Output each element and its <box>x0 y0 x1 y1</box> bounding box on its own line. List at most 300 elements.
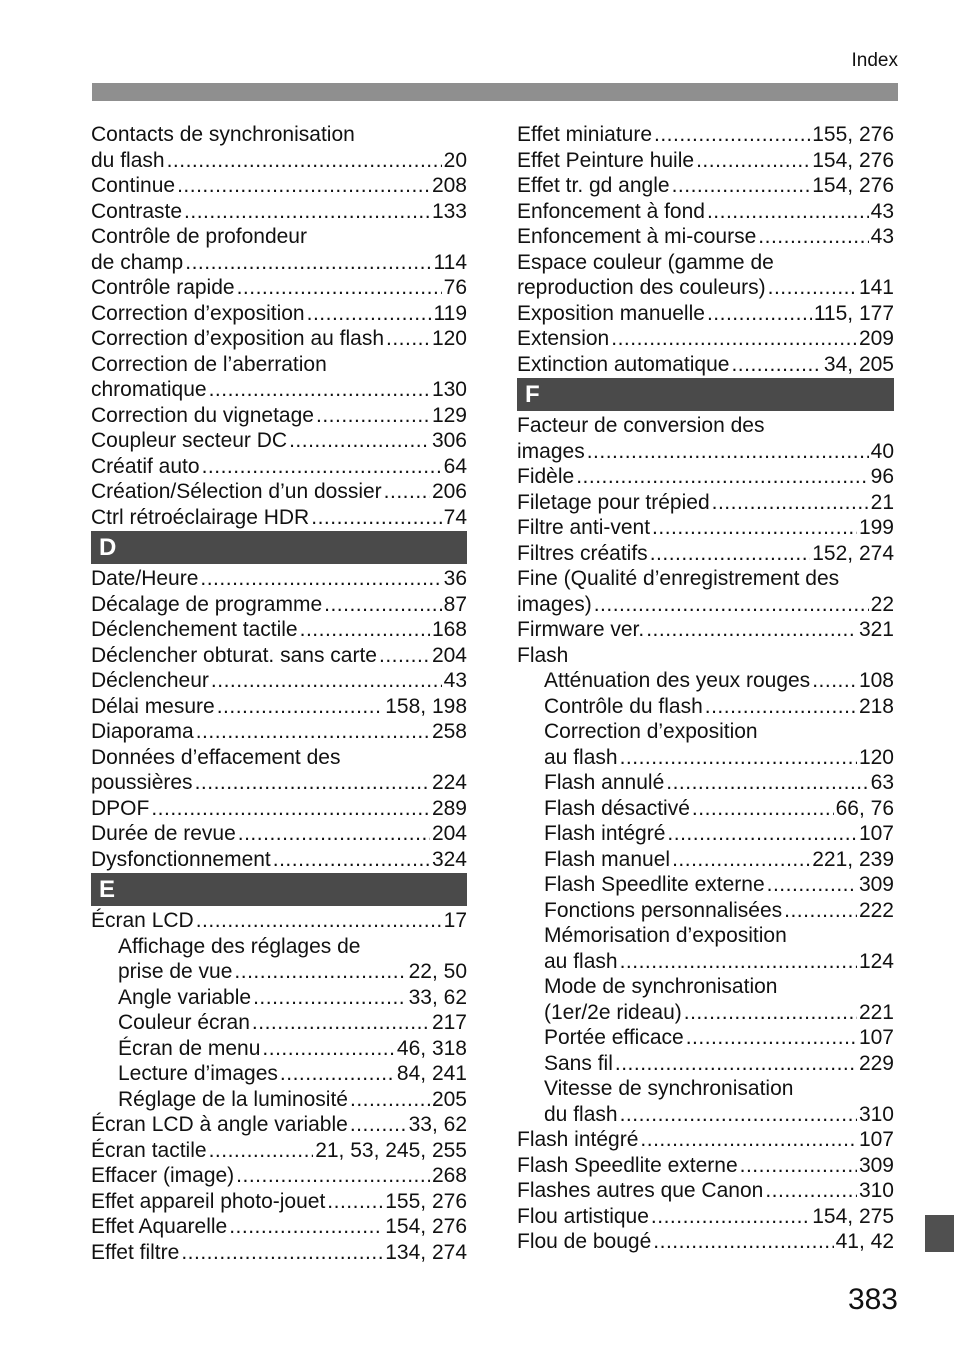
page-reference: 43 <box>443 669 467 692</box>
index-term: Ctrl rétroéclairage HDR <box>91 505 310 529</box>
index-term: Facteur de conversion des <box>517 414 765 437</box>
index-term: Atténuation des yeux rouges <box>544 669 811 692</box>
leader-dots <box>666 770 868 796</box>
index-entry <box>517 1102 894 1128</box>
index-entry <box>517 1127 894 1153</box>
leader-dots <box>620 949 857 975</box>
page-reference: 309 <box>858 1153 894 1177</box>
leader-dots <box>758 224 868 250</box>
index-term: Délai mesure <box>91 694 215 718</box>
index-entry <box>517 796 894 822</box>
page-reference: 120 <box>431 327 467 350</box>
page-reference: 154, 275 <box>812 1204 894 1228</box>
leader-dots <box>384 479 430 505</box>
page-reference: 208 <box>431 174 467 197</box>
leader-dots <box>594 592 869 618</box>
index-entry <box>91 148 467 174</box>
index-entry <box>91 301 467 327</box>
page-reference: 41, 42 <box>835 1230 894 1253</box>
leader-dots <box>350 1112 407 1138</box>
index-entry <box>91 908 467 934</box>
page-reference: 22 <box>870 592 894 616</box>
leader-dots <box>262 1036 395 1062</box>
index-term: images <box>517 439 585 463</box>
index-entry <box>91 1189 467 1215</box>
index-entry <box>91 275 467 301</box>
index-term: Effet miniature <box>517 123 653 146</box>
index-term: Affichage des réglages de <box>118 934 361 958</box>
index-term: DPOF <box>91 796 150 820</box>
index-entry <box>91 1240 467 1266</box>
page-reference: 107 <box>858 1026 894 1049</box>
page-reference: 134, 274 <box>385 1240 467 1264</box>
leader-dots <box>177 173 430 199</box>
leader-dots <box>640 1127 857 1153</box>
page-reference: 87 <box>443 592 467 616</box>
leader-dots <box>200 566 441 592</box>
index-entry <box>517 1153 894 1179</box>
leader-dots <box>209 1138 314 1164</box>
leader-dots <box>151 796 430 822</box>
index-entry <box>517 872 894 898</box>
index-entry <box>517 1229 894 1255</box>
leader-dots <box>350 1087 430 1113</box>
index-entry <box>91 770 467 796</box>
leader-dots <box>707 301 812 327</box>
leader-dots <box>651 1204 810 1230</box>
index-entry <box>91 1061 467 1087</box>
index-term: Écran LCD <box>91 909 194 932</box>
index-term: Flash intégré <box>544 822 666 845</box>
index-entry <box>91 479 467 505</box>
index-term: du flash <box>91 148 165 172</box>
leader-dots <box>234 959 406 985</box>
leader-dots <box>211 668 442 694</box>
leader-dots <box>184 199 430 225</box>
page-reference: 130 <box>431 378 467 401</box>
leader-dots <box>784 898 857 924</box>
page-reference: 119 <box>433 301 467 325</box>
index-term: Enfoncement à fond <box>517 199 705 223</box>
index-term: Firmware ver. <box>517 618 645 641</box>
index-entry <box>91 403 467 429</box>
leader-dots <box>696 148 810 174</box>
index-term: Mode de synchronisation <box>544 975 778 998</box>
page-reference: 268 <box>431 1164 467 1187</box>
page-reference: 154, 276 <box>385 1215 467 1238</box>
leader-dots <box>253 985 407 1011</box>
index-column-left <box>91 122 467 1265</box>
leader-dots <box>705 694 857 720</box>
leader-dots <box>646 617 857 643</box>
leader-dots <box>289 428 430 454</box>
leader-dots <box>196 719 430 745</box>
index-term: Diaporama <box>91 720 194 743</box>
page-reference: 115, 177 <box>813 301 894 325</box>
index-entry <box>517 592 894 618</box>
index-entry <box>91 1112 467 1138</box>
index-term: images) <box>517 592 592 616</box>
index-entry <box>517 541 894 567</box>
index-term: Déclencheur <box>91 669 209 692</box>
leader-dots <box>611 326 857 352</box>
leader-dots <box>316 403 430 429</box>
index-entry <box>517 898 894 924</box>
page-reference: 40 <box>870 439 894 463</box>
index-entry <box>517 770 894 796</box>
index-term: Contrôle du flash <box>544 694 703 718</box>
leader-dots <box>672 173 811 199</box>
page-reference: 96 <box>870 465 894 488</box>
page-reference: 324 <box>431 847 467 871</box>
index-entry <box>91 985 467 1011</box>
index-entry <box>91 1214 467 1240</box>
header-rule <box>92 83 898 101</box>
leader-dots <box>238 821 430 847</box>
index-entry <box>91 719 467 745</box>
index-term: Effet Peinture huile <box>517 148 695 172</box>
index-entry <box>517 173 894 199</box>
index-entry <box>91 454 467 480</box>
page-reference: 124 <box>858 949 894 973</box>
page-reference: 209 <box>858 327 894 350</box>
index-term: Effet appareil photo-jouet <box>91 1189 326 1213</box>
index-term: Angle variable <box>118 985 252 1009</box>
page-reference: 141 <box>858 276 894 299</box>
page-reference: 34, 205 <box>823 352 894 376</box>
page-reference: 152, 274 <box>812 541 894 565</box>
index-term: Flashes autres que Canon <box>517 1179 764 1202</box>
page-reference: 310 <box>858 1179 894 1202</box>
index-entry <box>517 1051 894 1077</box>
index-entry <box>517 224 894 250</box>
leader-dots <box>587 439 869 465</box>
page-reference: 154, 276 <box>812 174 894 197</box>
leader-dots <box>654 122 810 148</box>
page-reference: 204 <box>431 643 467 667</box>
page-reference: 63 <box>870 771 894 794</box>
page-reference: 33, 62 <box>408 1113 467 1136</box>
index-entry <box>517 464 894 490</box>
index-entry <box>91 505 467 531</box>
page-reference: 218 <box>858 694 894 718</box>
index-entry <box>91 694 467 720</box>
index-entry <box>517 199 894 225</box>
leader-dots <box>236 1163 430 1189</box>
section-heading: E <box>91 873 467 906</box>
index-term: Déclenchement tactile <box>91 618 298 641</box>
index-term: Filtres créatifs <box>517 541 648 565</box>
index-entry <box>91 959 467 985</box>
index-term: Données d’effacement des <box>91 745 341 769</box>
page-reference: 107 <box>858 822 894 845</box>
index-term: Extension <box>517 327 610 350</box>
index-entry <box>91 796 467 822</box>
index-entry <box>517 122 894 148</box>
leader-dots <box>386 326 430 352</box>
page-reference: 224 <box>431 771 467 794</box>
index-entry <box>517 1204 894 1230</box>
index-term: Correction d’exposition au flash <box>91 327 384 350</box>
index-entry <box>91 377 467 403</box>
index-term: Coupleur secteur DC <box>91 429 288 452</box>
leader-dots <box>202 454 442 480</box>
page-reference: 22, 50 <box>408 960 467 983</box>
index-term: Création/Sélection d’un dossier <box>91 480 382 503</box>
index-term: Couleur écran <box>118 1011 250 1034</box>
index-term: Filetage pour trépied <box>517 490 710 514</box>
page-reference: 74 <box>443 505 467 529</box>
index-term: reproduction des couleurs) <box>517 276 766 299</box>
section-heading: F <box>517 378 894 411</box>
leader-dots <box>181 1240 383 1266</box>
header-label: Index <box>851 50 898 71</box>
index-term: Correction d’exposition <box>91 301 305 325</box>
page-reference: 17 <box>443 909 467 932</box>
index-term: Enfoncement à mi-course <box>517 225 757 248</box>
leader-dots <box>576 464 868 490</box>
page-number: 383 <box>847 1283 898 1316</box>
index-entry <box>91 617 467 643</box>
index-term: Vitesse de synchronisation <box>544 1077 794 1100</box>
page-reference: 43 <box>870 225 894 248</box>
page-reference: 21 <box>870 490 894 514</box>
leader-dots <box>731 352 821 378</box>
index-entry <box>517 515 894 541</box>
page-reference: 217 <box>431 1011 467 1034</box>
page-reference: 158, 198 <box>385 694 467 718</box>
leader-dots <box>650 541 811 567</box>
index-term: Portée efficace <box>544 1026 684 1049</box>
page-reference: 155, 276 <box>385 1189 467 1213</box>
index-term: Contrôle rapide <box>91 276 235 299</box>
index-entry <box>91 643 467 669</box>
leader-dots <box>653 1229 833 1255</box>
index-term: Réglage de la luminosité <box>118 1087 348 1111</box>
leader-dots <box>812 668 857 694</box>
index-term: Mémorisation d’exposition <box>544 924 787 947</box>
page-reference: 306 <box>431 429 467 452</box>
index-entry <box>91 847 467 873</box>
leader-dots <box>167 148 442 174</box>
index-entry <box>517 1025 894 1051</box>
index-term: Contrôle de profondeur <box>91 225 307 248</box>
index-entry <box>91 428 467 454</box>
index-entry <box>91 250 467 276</box>
index-term: prise de vue <box>118 960 233 983</box>
page-reference: 206 <box>431 480 467 503</box>
index-term: Effet filtre <box>91 1240 180 1264</box>
index-entry <box>517 668 894 694</box>
index-entry <box>517 1000 894 1026</box>
index-term: Dysfonctionnement <box>91 847 271 871</box>
page-reference: 107 <box>858 1128 894 1151</box>
index-entry <box>91 668 467 694</box>
index-term: Sans fil <box>544 1051 613 1075</box>
page-reference: 43 <box>870 199 894 223</box>
index-entry <box>517 326 894 352</box>
page-reference: 168 <box>431 618 467 641</box>
page-reference: 258 <box>431 720 467 743</box>
index-term: Flou artistique <box>517 1204 649 1228</box>
page-reference: 33, 62 <box>408 985 467 1009</box>
index-term: Flash annulé <box>544 771 665 794</box>
index-term: Date/Heure <box>91 567 199 590</box>
index-term: Fidèle <box>517 465 575 488</box>
index-term: Fonctions personnalisées <box>544 898 783 922</box>
page-reference: 155, 276 <box>812 123 894 146</box>
leader-dots <box>379 643 430 669</box>
index-term: Flash <box>517 643 569 667</box>
leader-dots <box>300 617 430 643</box>
page-reference: 21, 53, 245, 255 <box>315 1138 467 1162</box>
index-entry <box>91 1087 467 1113</box>
leader-dots <box>672 847 810 873</box>
page-reference: 76 <box>443 276 467 299</box>
index-entry <box>517 490 894 516</box>
index-entry <box>517 821 894 847</box>
index-entry <box>517 949 894 975</box>
index-term: Correction de l’aberration <box>91 352 327 376</box>
leader-dots <box>217 694 384 720</box>
index-entry <box>91 173 467 199</box>
index-entry <box>91 821 467 847</box>
index-term: Flash intégré <box>517 1128 639 1151</box>
index-term: Créatif auto <box>91 454 200 478</box>
section-heading: D <box>91 531 467 564</box>
page-reference: 289 <box>431 796 467 820</box>
index-term: Fine (Qualité d’enregistrement des <box>517 567 840 590</box>
leader-dots <box>615 1051 857 1077</box>
leader-dots <box>667 821 857 847</box>
leader-dots <box>229 1214 383 1240</box>
leader-dots <box>765 1178 857 1204</box>
leader-dots <box>620 1102 857 1128</box>
index-term: Continue <box>91 174 176 197</box>
index-entry <box>91 1036 467 1062</box>
page-reference: 36 <box>443 567 467 590</box>
leader-dots <box>712 490 869 516</box>
leader-dots <box>237 275 442 301</box>
page-reference: 154, 276 <box>812 148 894 172</box>
leader-dots <box>324 592 442 618</box>
page-reference: 321 <box>858 618 894 641</box>
index-term: Lecture d’images <box>118 1062 278 1085</box>
index-term: Exposition manuelle <box>517 301 705 325</box>
leader-dots <box>252 1010 430 1036</box>
leader-dots <box>684 1000 857 1026</box>
index-term: Correction d’exposition <box>544 720 758 743</box>
page-reference: 199 <box>858 516 894 539</box>
index-term: Effet tr. gd angle <box>517 174 670 197</box>
index-term: Extinction automatique <box>517 352 730 376</box>
page-reference: 229 <box>858 1051 894 1075</box>
index-entry <box>91 1010 467 1036</box>
index-term: Écran LCD à angle variable <box>91 1113 348 1136</box>
index-term: Correction du vignetage <box>91 403 314 427</box>
page-reference: 120 <box>858 745 894 769</box>
index-term: Flash Speedlite externe <box>544 873 765 896</box>
leader-dots <box>311 505 441 531</box>
leader-dots <box>273 847 430 873</box>
index-entry <box>517 148 894 174</box>
leader-dots <box>692 796 834 822</box>
index-term: Contacts de synchronisation <box>91 123 355 146</box>
index-entry <box>91 1163 467 1189</box>
index-entry <box>517 617 894 643</box>
index-entry <box>517 847 894 873</box>
leader-dots <box>195 770 430 796</box>
index-term: chromatique <box>91 378 207 401</box>
index-term: Écran tactile <box>91 1138 207 1162</box>
index-entry <box>517 301 894 327</box>
index-term: Contraste <box>91 199 183 223</box>
index-term: au flash <box>544 949 618 973</box>
page-reference: 129 <box>431 403 467 427</box>
index-entry <box>91 566 467 592</box>
leader-dots <box>280 1061 395 1087</box>
index-term: Flash désactivé <box>544 796 690 820</box>
leader-dots <box>686 1025 857 1051</box>
page-reference: 84, 241 <box>396 1062 467 1085</box>
index-term: Effet Aquarelle <box>91 1215 228 1238</box>
index-term: Flash manuel <box>544 847 671 871</box>
page-reference: 310 <box>858 1102 894 1126</box>
index-term: Espace couleur (gamme de <box>517 250 774 274</box>
leader-dots <box>209 377 430 403</box>
index-term: Écran de menu <box>118 1036 261 1060</box>
page-reference: 205 <box>431 1087 467 1111</box>
leader-dots <box>185 250 431 276</box>
page-reference: 20 <box>443 148 467 172</box>
index-term: Décalage de programme <box>91 592 323 616</box>
leader-dots <box>740 1153 857 1179</box>
index-entry <box>91 1138 467 1164</box>
page-reference: 64 <box>443 454 467 478</box>
leader-dots <box>767 872 857 898</box>
index-entry <box>517 352 894 378</box>
index-entry <box>517 1178 894 1204</box>
index-term: du flash <box>544 1102 618 1126</box>
index-term: Durée de revue <box>91 822 236 845</box>
page-reference: 309 <box>858 873 894 896</box>
index-term: poussières <box>91 771 193 794</box>
index-term: Filtre anti-vent <box>517 516 651 539</box>
leader-dots <box>307 301 432 327</box>
leader-dots <box>652 515 857 541</box>
leader-dots <box>768 275 857 301</box>
index-entry <box>91 326 467 352</box>
index-entry <box>517 694 894 720</box>
page-reference: 108 <box>858 669 894 692</box>
index-term: Effacer (image) <box>91 1164 235 1187</box>
index-term: au flash <box>544 745 618 769</box>
index-term: (1er/2e rideau) <box>544 1000 682 1024</box>
leader-dots <box>620 745 857 771</box>
page-reference: 46, 318 <box>396 1036 467 1060</box>
page-reference: 66, 76 <box>835 796 894 820</box>
page-reference: 222 <box>858 898 894 922</box>
page-reference: 221, 239 <box>812 847 894 871</box>
index-entry <box>91 199 467 225</box>
page-reference: 133 <box>431 199 467 223</box>
index-column-right <box>517 122 894 1255</box>
chapter-tab <box>925 1215 954 1252</box>
index-term: de champ <box>91 250 184 274</box>
page-reference: 204 <box>431 822 467 845</box>
index-entry <box>517 439 894 465</box>
leader-dots <box>196 908 442 934</box>
